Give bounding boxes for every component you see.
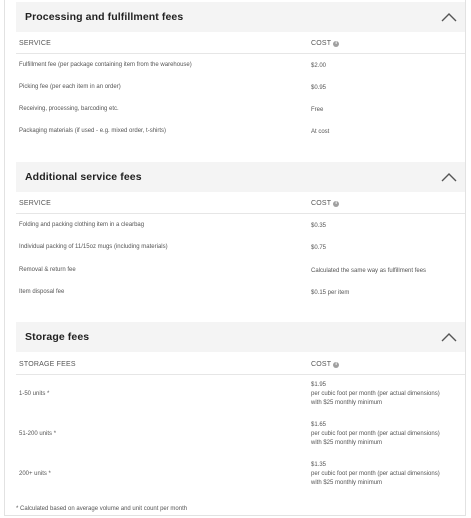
cost-cell: At cost xyxy=(311,129,330,135)
cost-detail: per cubic foot per month (per actual dimensions) xyxy=(311,471,440,477)
service-cell: Item disposal fee xyxy=(19,289,65,295)
service-cell: Individual packing of 11/15oz mugs (including materials) xyxy=(19,244,168,250)
section-header-storage[interactable] xyxy=(16,322,465,352)
service-cell: 200+ units * xyxy=(19,471,51,477)
column-header-cost xyxy=(311,361,339,368)
column-header-storage-fees: STORAGE FEES xyxy=(19,361,76,368)
divider xyxy=(16,213,465,214)
chevron-up-icon[interactable] xyxy=(441,12,457,22)
cost-cell: $0.35 xyxy=(311,223,327,229)
chevron-up-icon[interactable] xyxy=(441,332,457,342)
table-header xyxy=(16,355,465,375)
service-cell: Fulfillment fee (per package containing item from the warehouse) xyxy=(19,62,192,68)
cost-amount: $1.65 xyxy=(311,422,327,428)
cost-cell: Free xyxy=(311,107,324,113)
cost-amount: $1.95 xyxy=(311,382,327,388)
column-header-cost-label: COST xyxy=(311,40,332,47)
cost-cell: Calculated the same way as fulfillment fees xyxy=(311,268,427,274)
divider xyxy=(16,53,465,54)
service-cell: Packaging materials (if used - e.g. mixed order, t-shirts) xyxy=(19,128,167,134)
chevron-up-icon[interactable] xyxy=(441,172,457,182)
divider xyxy=(16,374,465,375)
table-row xyxy=(16,381,465,409)
column-header-service: SERVICE xyxy=(19,200,52,207)
cost-cell xyxy=(311,461,440,488)
info-icon[interactable]: i xyxy=(333,362,339,368)
section-title: Processing and fulfillment fees xyxy=(25,11,184,23)
cost-cell xyxy=(311,381,440,408)
info-icon[interactable]: i xyxy=(333,201,339,207)
service-cell: 51-200 units * xyxy=(19,431,57,437)
cost-amount: $1.35 xyxy=(311,462,327,468)
cost-cell: $0.75 xyxy=(311,245,327,251)
column-header-cost xyxy=(311,40,339,47)
service-cell: Folding and packing clothing item in a clearbag xyxy=(19,222,145,228)
section-header-processing[interactable] xyxy=(16,2,465,32)
section-title: Storage fees xyxy=(25,331,90,343)
cost-cell: $2.00 xyxy=(311,63,327,69)
service-cell: Removal & return fee xyxy=(19,267,76,273)
cost-cell xyxy=(311,421,440,448)
cost-minimum: with $25 monthly minimum xyxy=(311,400,383,406)
cost-cell: $0.95 xyxy=(311,85,327,91)
column-header-cost-label: COST xyxy=(311,361,332,368)
service-cell: Receiving, processing, barcoding etc. xyxy=(19,106,119,112)
table-row xyxy=(16,461,465,489)
column-header-cost-label: COST xyxy=(311,200,332,207)
column-header-cost xyxy=(311,200,339,207)
column-header-service: SERVICE xyxy=(19,40,52,47)
cost-minimum: with $25 monthly minimum xyxy=(311,440,383,446)
table-row xyxy=(16,421,465,449)
table-header xyxy=(16,34,465,54)
cost-detail: per cubic foot per month (per actual dimensions) xyxy=(311,391,440,397)
section-header-additional[interactable] xyxy=(16,162,465,192)
service-cell: Picking fee (per each item in an order) xyxy=(19,84,121,90)
cost-cell: $0.15 per item xyxy=(311,290,350,296)
service-cell: 1-50 units * xyxy=(19,391,50,397)
table-header xyxy=(16,194,465,214)
cost-minimum: with $25 monthly minimum xyxy=(311,480,383,486)
section-title: Additional service fees xyxy=(25,171,142,183)
footnote: * Calculated based on average volume and unit count per month xyxy=(16,506,188,512)
cost-detail: per cubic foot per month (per actual dimensions) xyxy=(311,431,440,437)
info-icon[interactable]: i xyxy=(333,41,339,47)
